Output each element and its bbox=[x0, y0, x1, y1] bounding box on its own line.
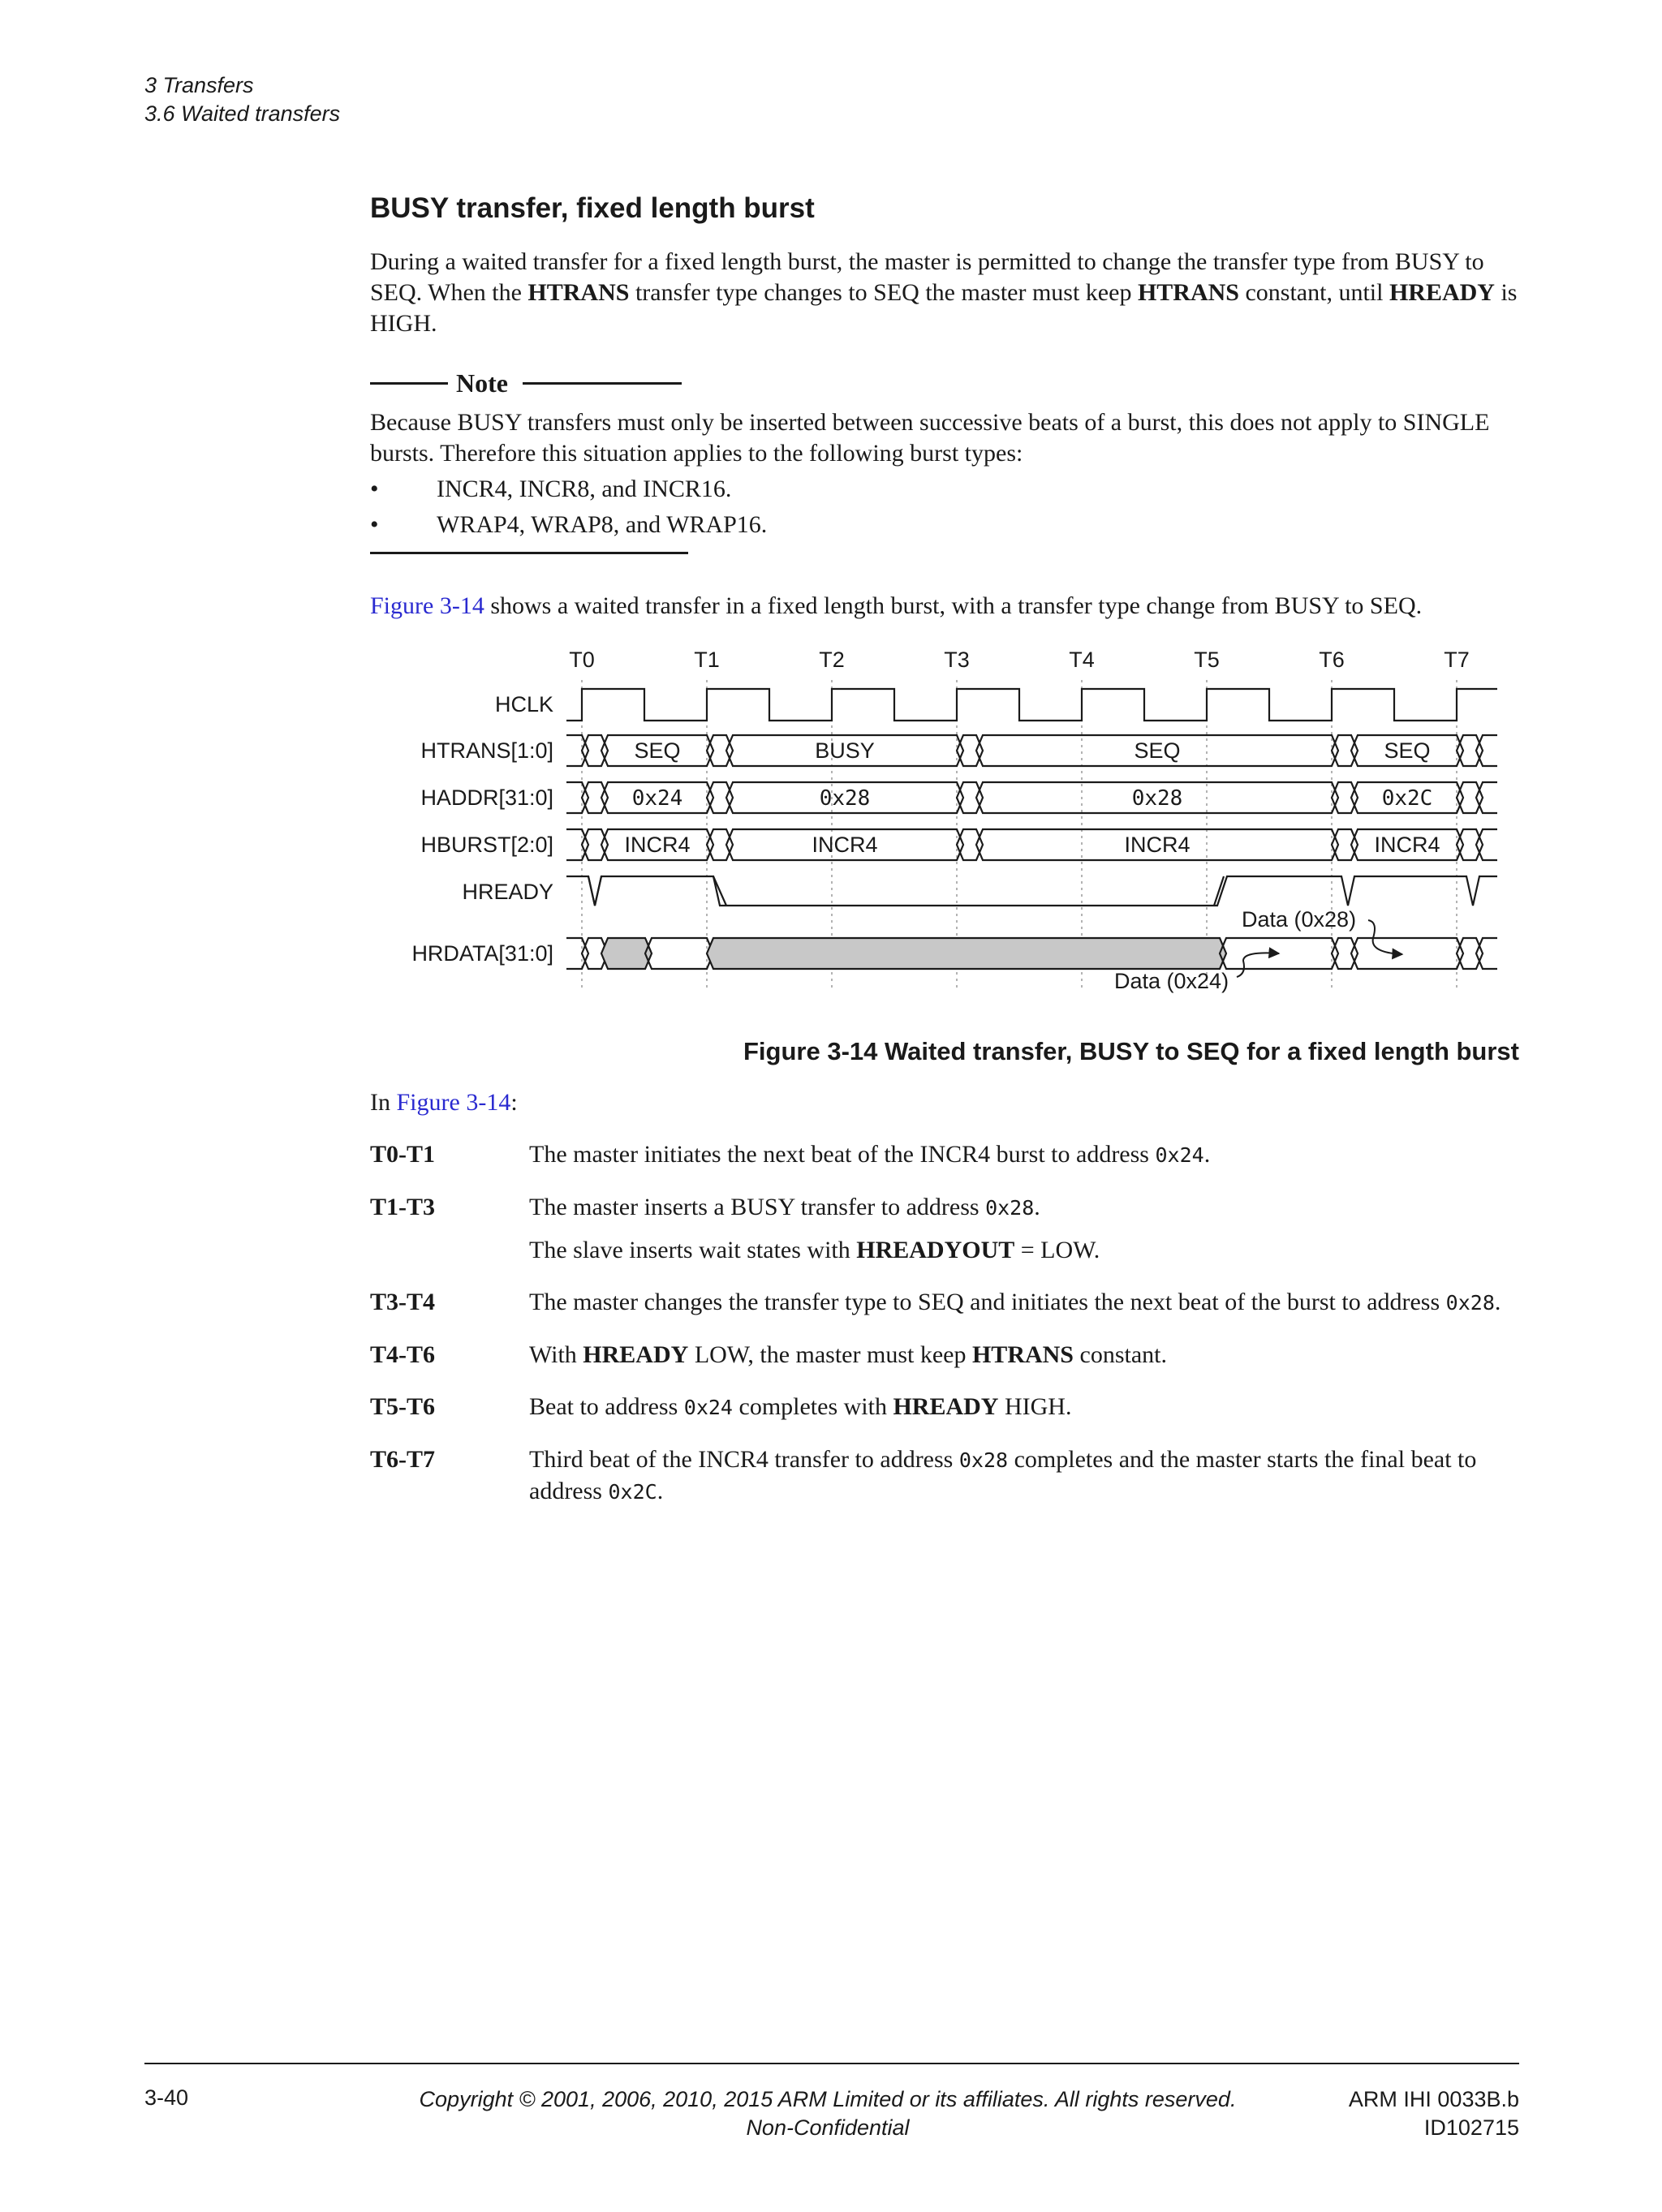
text-run: . bbox=[1203, 1141, 1211, 1168]
running-header bbox=[144, 71, 340, 128]
step-item bbox=[370, 1192, 1522, 1266]
text-run: HIGH. bbox=[998, 1393, 1072, 1420]
haddr-value: 0x28 bbox=[1131, 786, 1183, 811]
address-code: 0x28 bbox=[958, 1448, 1009, 1472]
signal-label-hrdata: HRDATA[31:0] bbox=[411, 941, 553, 966]
htrans-waveform bbox=[566, 735, 1497, 766]
step-item bbox=[370, 1340, 1522, 1371]
step-item bbox=[370, 1444, 1522, 1508]
step-line bbox=[529, 1444, 1522, 1508]
text-run: . bbox=[657, 1478, 664, 1504]
signal-name: HREADY bbox=[893, 1393, 999, 1420]
hclk-waveform bbox=[566, 689, 1497, 721]
step-label: T5-T6 bbox=[370, 1393, 436, 1420]
step-description bbox=[529, 1444, 1522, 1508]
text-run: During a waited transfer for a fixed length burst, the master is permitted to change the transfer type from BUSY to SEQ. When the bbox=[370, 248, 1484, 306]
step-line bbox=[529, 1192, 1522, 1224]
signal-label-hclk: HCLK bbox=[494, 692, 553, 717]
text-run: . bbox=[1034, 1194, 1040, 1220]
note-bullet-text: WRAP4, WRAP8, and WRAP16. bbox=[437, 511, 768, 538]
haddr-value: 0x24 bbox=[631, 786, 683, 811]
time-label-t3: T3 bbox=[944, 648, 970, 672]
signal-label-hready: HREADY bbox=[462, 880, 553, 904]
hready-waveform bbox=[566, 876, 1497, 906]
signal-label-htrans: HTRANS[1:0] bbox=[420, 738, 553, 763]
copyright bbox=[406, 2085, 1250, 2142]
annotation-data-0x28: Data (0x28) bbox=[1242, 907, 1357, 932]
note-block bbox=[370, 367, 1519, 554]
figure-reference-paragraph bbox=[370, 591, 1519, 622]
text-run: Beat to address bbox=[529, 1393, 684, 1420]
step-description bbox=[529, 1392, 1522, 1423]
text-run: is HIGH. bbox=[370, 279, 1518, 337]
intro-paragraph bbox=[370, 247, 1519, 339]
step-label: T0-T1 bbox=[370, 1141, 436, 1168]
doc-version: ID102715 bbox=[1423, 2115, 1519, 2140]
hburst-value: INCR4 bbox=[812, 833, 878, 857]
step-label: T1-T3 bbox=[370, 1194, 436, 1220]
figure-link[interactable]: Figure 3-14 bbox=[396, 1089, 511, 1116]
hburst-value: INCR4 bbox=[624, 833, 691, 857]
htrans-value: SEQ bbox=[634, 738, 681, 763]
hburst-value: INCR4 bbox=[1374, 833, 1440, 857]
text-run: constant. bbox=[1074, 1341, 1167, 1368]
confidentiality: Non-Confidential bbox=[746, 2115, 910, 2140]
in-figure-line bbox=[370, 1087, 518, 1118]
time-label-t7: T7 bbox=[1444, 648, 1470, 672]
text-run: The slave inserts wait states with bbox=[529, 1237, 857, 1263]
address-code: 0x2C bbox=[608, 1480, 657, 1504]
note-rule-right bbox=[523, 382, 682, 385]
step-line bbox=[529, 1287, 1522, 1319]
note-rule-left bbox=[370, 382, 448, 385]
hburst-value: INCR4 bbox=[1124, 833, 1191, 857]
signal-name: HREADY bbox=[1389, 279, 1495, 306]
figure-caption: Figure 3-14 Waited transfer, BUSY to SEQ for a fixed length burst bbox=[743, 1037, 1519, 1065]
time-label-t4: T4 bbox=[1069, 648, 1095, 672]
text-run: completes and the master starts the final beat to address bbox=[529, 1446, 1477, 1504]
note-bullet: • INCR4, INCR8, and INCR16. bbox=[370, 474, 1519, 505]
note-rule-end bbox=[370, 552, 688, 554]
step-description bbox=[529, 1340, 1522, 1371]
signal-name: HREADYOUT bbox=[856, 1237, 1015, 1263]
time-label-t0: T0 bbox=[569, 648, 595, 672]
note-bullet: • WRAP4, WRAP8, and WRAP16. bbox=[370, 510, 1519, 540]
signal-name: HTRANS bbox=[971, 1341, 1074, 1368]
text-run: The master inserts a BUSY transfer to address bbox=[529, 1194, 986, 1220]
text-run: shows a waited transfer in a fixed length burst, with a transfer type change from BUSY to SEQ. bbox=[484, 592, 1423, 619]
hrdata-waveform bbox=[566, 938, 1497, 969]
step-label: T6-T7 bbox=[370, 1446, 436, 1473]
haddr-value: 0x2C bbox=[1381, 786, 1433, 811]
doc-id: ARM IHI 0033B.b bbox=[1348, 2087, 1519, 2111]
step-item bbox=[370, 1139, 1522, 1171]
text-run: Third beat of the INCR4 transfer to address bbox=[529, 1446, 959, 1473]
document-id bbox=[1349, 2085, 1519, 2142]
step-line bbox=[529, 1340, 1522, 1371]
address-code: 0x24 bbox=[1155, 1143, 1204, 1167]
footer-rule bbox=[144, 2063, 1519, 2064]
step-line bbox=[529, 1139, 1522, 1171]
note-bullet-text: INCR4, INCR8, and INCR16. bbox=[437, 476, 732, 502]
section-heading: BUSY transfer, fixed length burst bbox=[370, 192, 815, 224]
text-run: constant, until bbox=[1238, 279, 1389, 306]
text-run: transfer type changes to SEQ the master must keep bbox=[629, 279, 1138, 306]
step-line bbox=[529, 1392, 1522, 1423]
text-run: : bbox=[510, 1089, 518, 1116]
text-run: = LOW. bbox=[1014, 1237, 1100, 1263]
signal-name: HREADY bbox=[583, 1341, 689, 1368]
haddr-waveform bbox=[566, 782, 1497, 813]
hburst-waveform bbox=[566, 829, 1497, 860]
signal-name: HTRANS bbox=[1137, 279, 1239, 306]
step-label: T3-T4 bbox=[370, 1289, 436, 1315]
page-number: 3-40 bbox=[144, 2085, 189, 2110]
step-line bbox=[529, 1235, 1522, 1266]
address-code: 0x28 bbox=[1445, 1291, 1495, 1315]
text-run: completes with bbox=[733, 1393, 893, 1420]
text-run: The master initiates the next beat of the INCR4 burst to address bbox=[529, 1141, 1156, 1168]
copyright-text: Copyright © 2001, 2006, 2010, 2015 ARM Limited or its affiliates. All rights reserved. bbox=[419, 2087, 1237, 2111]
step-description bbox=[529, 1139, 1522, 1171]
address-code: 0x28 bbox=[985, 1196, 1035, 1220]
text-run: With bbox=[529, 1341, 583, 1368]
step-list bbox=[370, 1139, 1522, 1529]
htrans-value: SEQ bbox=[1384, 738, 1431, 763]
text-run: The master changes the transfer type to SEQ and initiates the next beat of the burst to address bbox=[529, 1289, 1446, 1315]
text-run: In bbox=[370, 1089, 397, 1116]
header-section: 3.6 Waited transfers bbox=[144, 101, 341, 126]
step-description bbox=[529, 1287, 1522, 1319]
step-description bbox=[529, 1192, 1522, 1266]
timing-diagram bbox=[390, 641, 1526, 1014]
header-chapter: 3 Transfers bbox=[144, 73, 254, 97]
figure-link[interactable]: Figure 3-14 bbox=[370, 592, 484, 619]
signal-label-hburst: HBURST[2:0] bbox=[420, 833, 553, 857]
note-text: Because BUSY transfers must only be inserted between successive beats of a burst, this does not apply to SINGLE bursts. Therefore this situation applies to the following burst types: bbox=[370, 409, 1490, 467]
time-label-t2: T2 bbox=[819, 648, 845, 672]
text-run: . bbox=[1494, 1289, 1501, 1315]
time-label-t5: T5 bbox=[1194, 648, 1220, 672]
step-item bbox=[370, 1287, 1522, 1319]
step-label: T4-T6 bbox=[370, 1341, 436, 1368]
annotation-data-0x24: Data (0x24) bbox=[1114, 969, 1229, 993]
time-label-t1: T1 bbox=[694, 648, 720, 672]
text-run: LOW, the master must keep bbox=[688, 1341, 972, 1368]
address-code: 0x24 bbox=[683, 1396, 733, 1419]
note-heading bbox=[370, 367, 1519, 399]
haddr-value: 0x28 bbox=[819, 786, 871, 811]
note-label: Note bbox=[456, 368, 508, 398]
signal-name: HTRANS bbox=[527, 279, 630, 306]
htrans-value: SEQ bbox=[1134, 738, 1181, 763]
time-label-t6: T6 bbox=[1319, 648, 1345, 672]
htrans-value: BUSY bbox=[815, 738, 875, 763]
step-item bbox=[370, 1392, 1522, 1423]
signal-label-haddr: HADDR[31:0] bbox=[420, 785, 553, 810]
